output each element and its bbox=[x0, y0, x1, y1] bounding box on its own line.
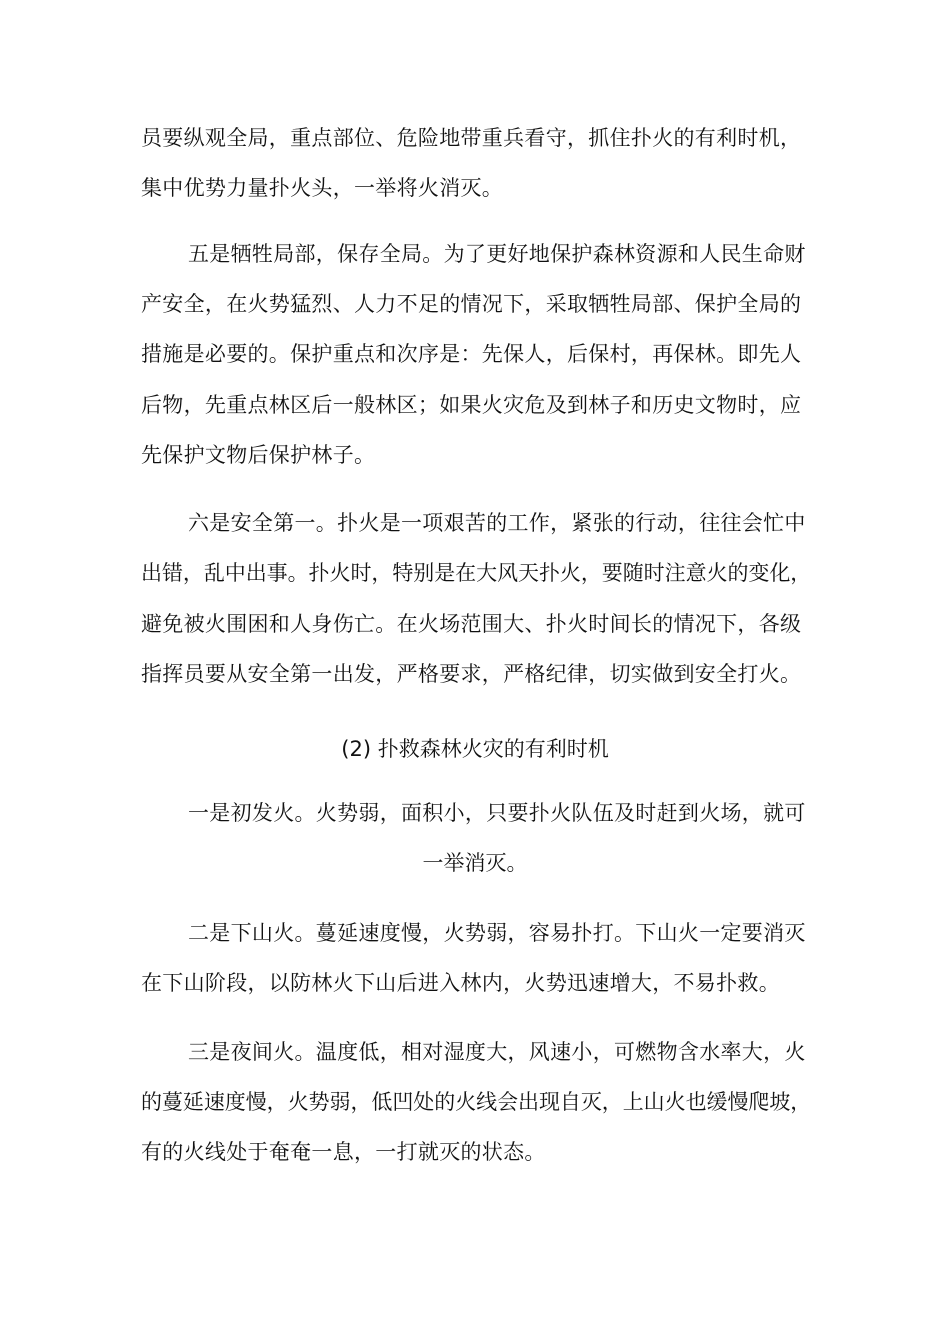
section-heading: (2) 扑救森林火灾的有利时机 bbox=[341, 737, 609, 761]
paragraph-line: 一是初发火。火势弱，面积小，只要扑火队伍及时赶到火场，就可 bbox=[188, 801, 806, 825]
paragraph-line: 一举消灭。 bbox=[422, 851, 528, 875]
paragraph-line: 员要纵观全局，重点部位、危险地带重兵看守，抓住扑火的有利时机， bbox=[141, 126, 802, 150]
paragraph-line: 有的火线处于奄奄一息，一打就灭的状态。 bbox=[141, 1140, 546, 1164]
paragraph-line: 措施是必要的。保护重点和次序是：先保人，后保村，再保林。即先人 bbox=[141, 342, 802, 366]
paragraph-line: 避免被火围困和人身伤亡。在火场范围大、扑火时间长的情况下，各级 bbox=[141, 612, 802, 636]
paragraph-line: 六是安全第一。扑火是一项艰苦的工作，紧张的行动，往往会忙中 bbox=[188, 511, 806, 535]
paragraph-line: 在下山阶段，以防林火下山后进入林内，火势迅速增大，不易扑救。 bbox=[141, 971, 780, 995]
paragraph-line: 二是下山火。蔓延速度慢，火势弱，容易扑打。下山火一定要消灭 bbox=[188, 921, 806, 945]
paragraph-line: 五是牺牲局部，保存全局。为了更好地保护森林资源和人民生命财 bbox=[188, 242, 806, 266]
paragraph-line: 三是夜间火。温度低，相对湿度大，风速小，可燃物含水率大，火 bbox=[188, 1040, 806, 1064]
paragraph-line: 指挥员要从安全第一出发，严格要求，严格纪律，切实做到安全打火。 bbox=[141, 662, 802, 686]
paragraph-line: 产安全，在火势猛烈、人力不足的情况下，采取牺牲局部、保护全局的 bbox=[141, 292, 802, 316]
paragraph-line: 出错，乱中出事。扑火时，特别是在大风天扑火，要随时注意火的变化， bbox=[141, 561, 812, 585]
paragraph-line: 先保护文物后保护林子。 bbox=[141, 443, 376, 467]
paragraph-line: 的蔓延速度慢，火势弱，低凹处的火线会出现自灭，上山火也缓慢爬坡， bbox=[141, 1090, 812, 1114]
paragraph-line: 集中优势力量扑火头，一举将火消灭。 bbox=[141, 176, 504, 200]
paragraph-line: 后物，先重点林区后一般林区；如果火灾危及到林子和历史文物时，应 bbox=[141, 393, 802, 417]
